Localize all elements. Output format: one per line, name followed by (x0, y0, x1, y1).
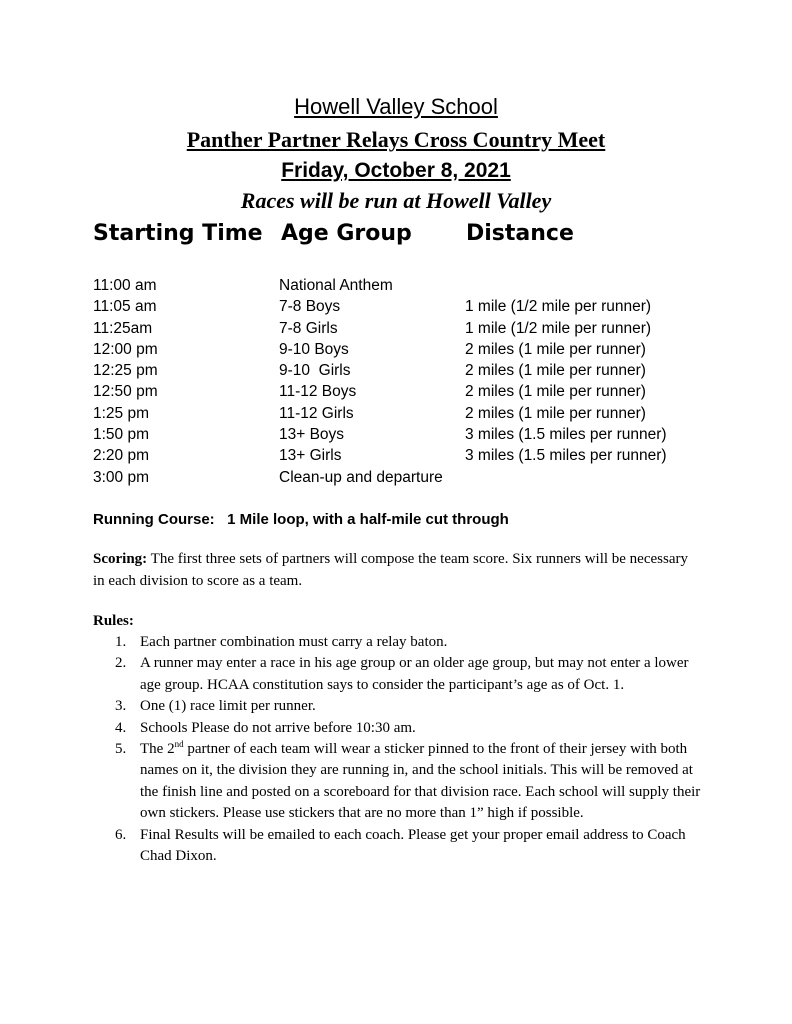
rule-number: 5. (115, 741, 127, 758)
age-group: 7-8 Girls (279, 319, 338, 337)
rule-item (93, 653, 703, 696)
distance: 2 miles (1 mile per runner) (465, 383, 646, 401)
distance: 3 miles (1.5 miles per runner) (465, 426, 667, 444)
age-group: 11-12 Girls (279, 404, 354, 422)
event-date: Friday, October 8, 2021 (281, 159, 511, 182)
rule-number: 4. (115, 719, 127, 736)
schedule-row (93, 296, 733, 317)
rule-text: A runner may enter a race in his age group or an older age group, but may not enter a lower age group. HCAA constitution says to consider the participant’s age as of Oct. 1. (140, 655, 689, 693)
rule-text-rest: partner of each team will wear a sticker pinned to the front of their jersey with both names on it, the division they are running in, and the school initials. This will be removed at the finish line and posted on a scoreboard for that division race. Each school will supply their own stickers. Please use stickers that are no more than 1” high if possible. (140, 741, 701, 822)
rule-text-start: The 2 (140, 741, 175, 758)
age-group: 9-10 Boys (279, 340, 349, 358)
distance: 1 mile (1/2 mile per runner) (465, 298, 652, 316)
rule-number: 2. (115, 655, 127, 672)
start-time: 12:00 pm (93, 340, 158, 358)
rule-text: One (1) race limit per runner. (140, 698, 316, 715)
start-time: 11:05 am (93, 298, 157, 316)
rule-text: Each partner combination must carry a relay baton. (140, 634, 448, 650)
schedule-row (93, 445, 733, 466)
schedule-row (93, 339, 733, 360)
start-time: 2:20 pm (93, 447, 150, 465)
age-group: 9-10 Girls (279, 362, 351, 380)
scoring-label: Scoring: (93, 551, 148, 567)
rules-list (93, 632, 703, 867)
header-distance: Distance (466, 221, 574, 246)
schedule-row (93, 318, 733, 339)
start-time: 1:50 pm (93, 426, 150, 444)
age-group: 13+ Girls (279, 447, 342, 465)
age-group: 13+ Boys (279, 426, 345, 444)
event-title: Panther Partner Relays Cross Country Meet (186, 127, 606, 152)
age-group: Clean-up and departure (279, 468, 443, 486)
running-course: Running Course: 1 Mile loop, with a half-mile cut through (93, 511, 509, 528)
scoring-text: The first three sets of partners will compose the team score. Six runners will be necessary in each division to score as a team. (93, 551, 688, 589)
schedule-row (93, 275, 733, 296)
schedule-row (93, 381, 733, 402)
age-group: 11-12 Boys (279, 383, 357, 401)
schedule-row (93, 403, 733, 424)
start-time: 11:00 am (93, 277, 157, 294)
rule-item (93, 825, 703, 868)
schedule-row (93, 467, 733, 488)
distance: 2 miles (1 mile per runner) (465, 340, 646, 358)
start-time: 3:00 pm (93, 468, 150, 486)
age-group: National Anthem (279, 277, 393, 294)
rule-item (93, 632, 703, 653)
rule-text: Schools Please do not arrive before 10:30 am. (140, 719, 416, 736)
start-time: 11:25am (93, 319, 153, 337)
rule-number: 3. (115, 698, 127, 715)
schedule-table (93, 275, 733, 488)
rule-item (93, 718, 703, 739)
distance: 2 miles (1 mile per runner) (465, 362, 646, 380)
schedule-row (93, 360, 733, 381)
ordinal-suffix: nd (174, 739, 184, 750)
header-age-group: Age Group (281, 221, 412, 246)
school-title: Howell Valley School (294, 94, 498, 119)
age-group: 7-8 Boys (279, 298, 341, 316)
rule-text: Final Results will be emailed to each coach. Please get your proper email address to Coach Chad Dixon. (140, 826, 686, 865)
distance: 2 miles (1 mile per runner) (465, 404, 646, 422)
start-time: 12:25 pm (93, 362, 158, 380)
rule-item (93, 739, 703, 825)
rule-number: 6. (115, 826, 127, 843)
distance: 1 mile (1/2 mile per runner) (465, 319, 652, 337)
rules-label: Rules: (93, 613, 134, 629)
distance: 3 miles (1.5 miles per runner) (465, 447, 667, 465)
rule-number: 1. (115, 634, 127, 650)
header-starting-time: Starting Time (93, 221, 263, 246)
schedule-row (93, 424, 733, 445)
start-time: 12:50 pm (93, 383, 158, 401)
rule-item (93, 696, 703, 717)
start-time: 1:25 pm (93, 404, 150, 422)
event-location: Races will be run at Howell Valley (240, 188, 552, 213)
scoring-paragraph (93, 549, 693, 592)
